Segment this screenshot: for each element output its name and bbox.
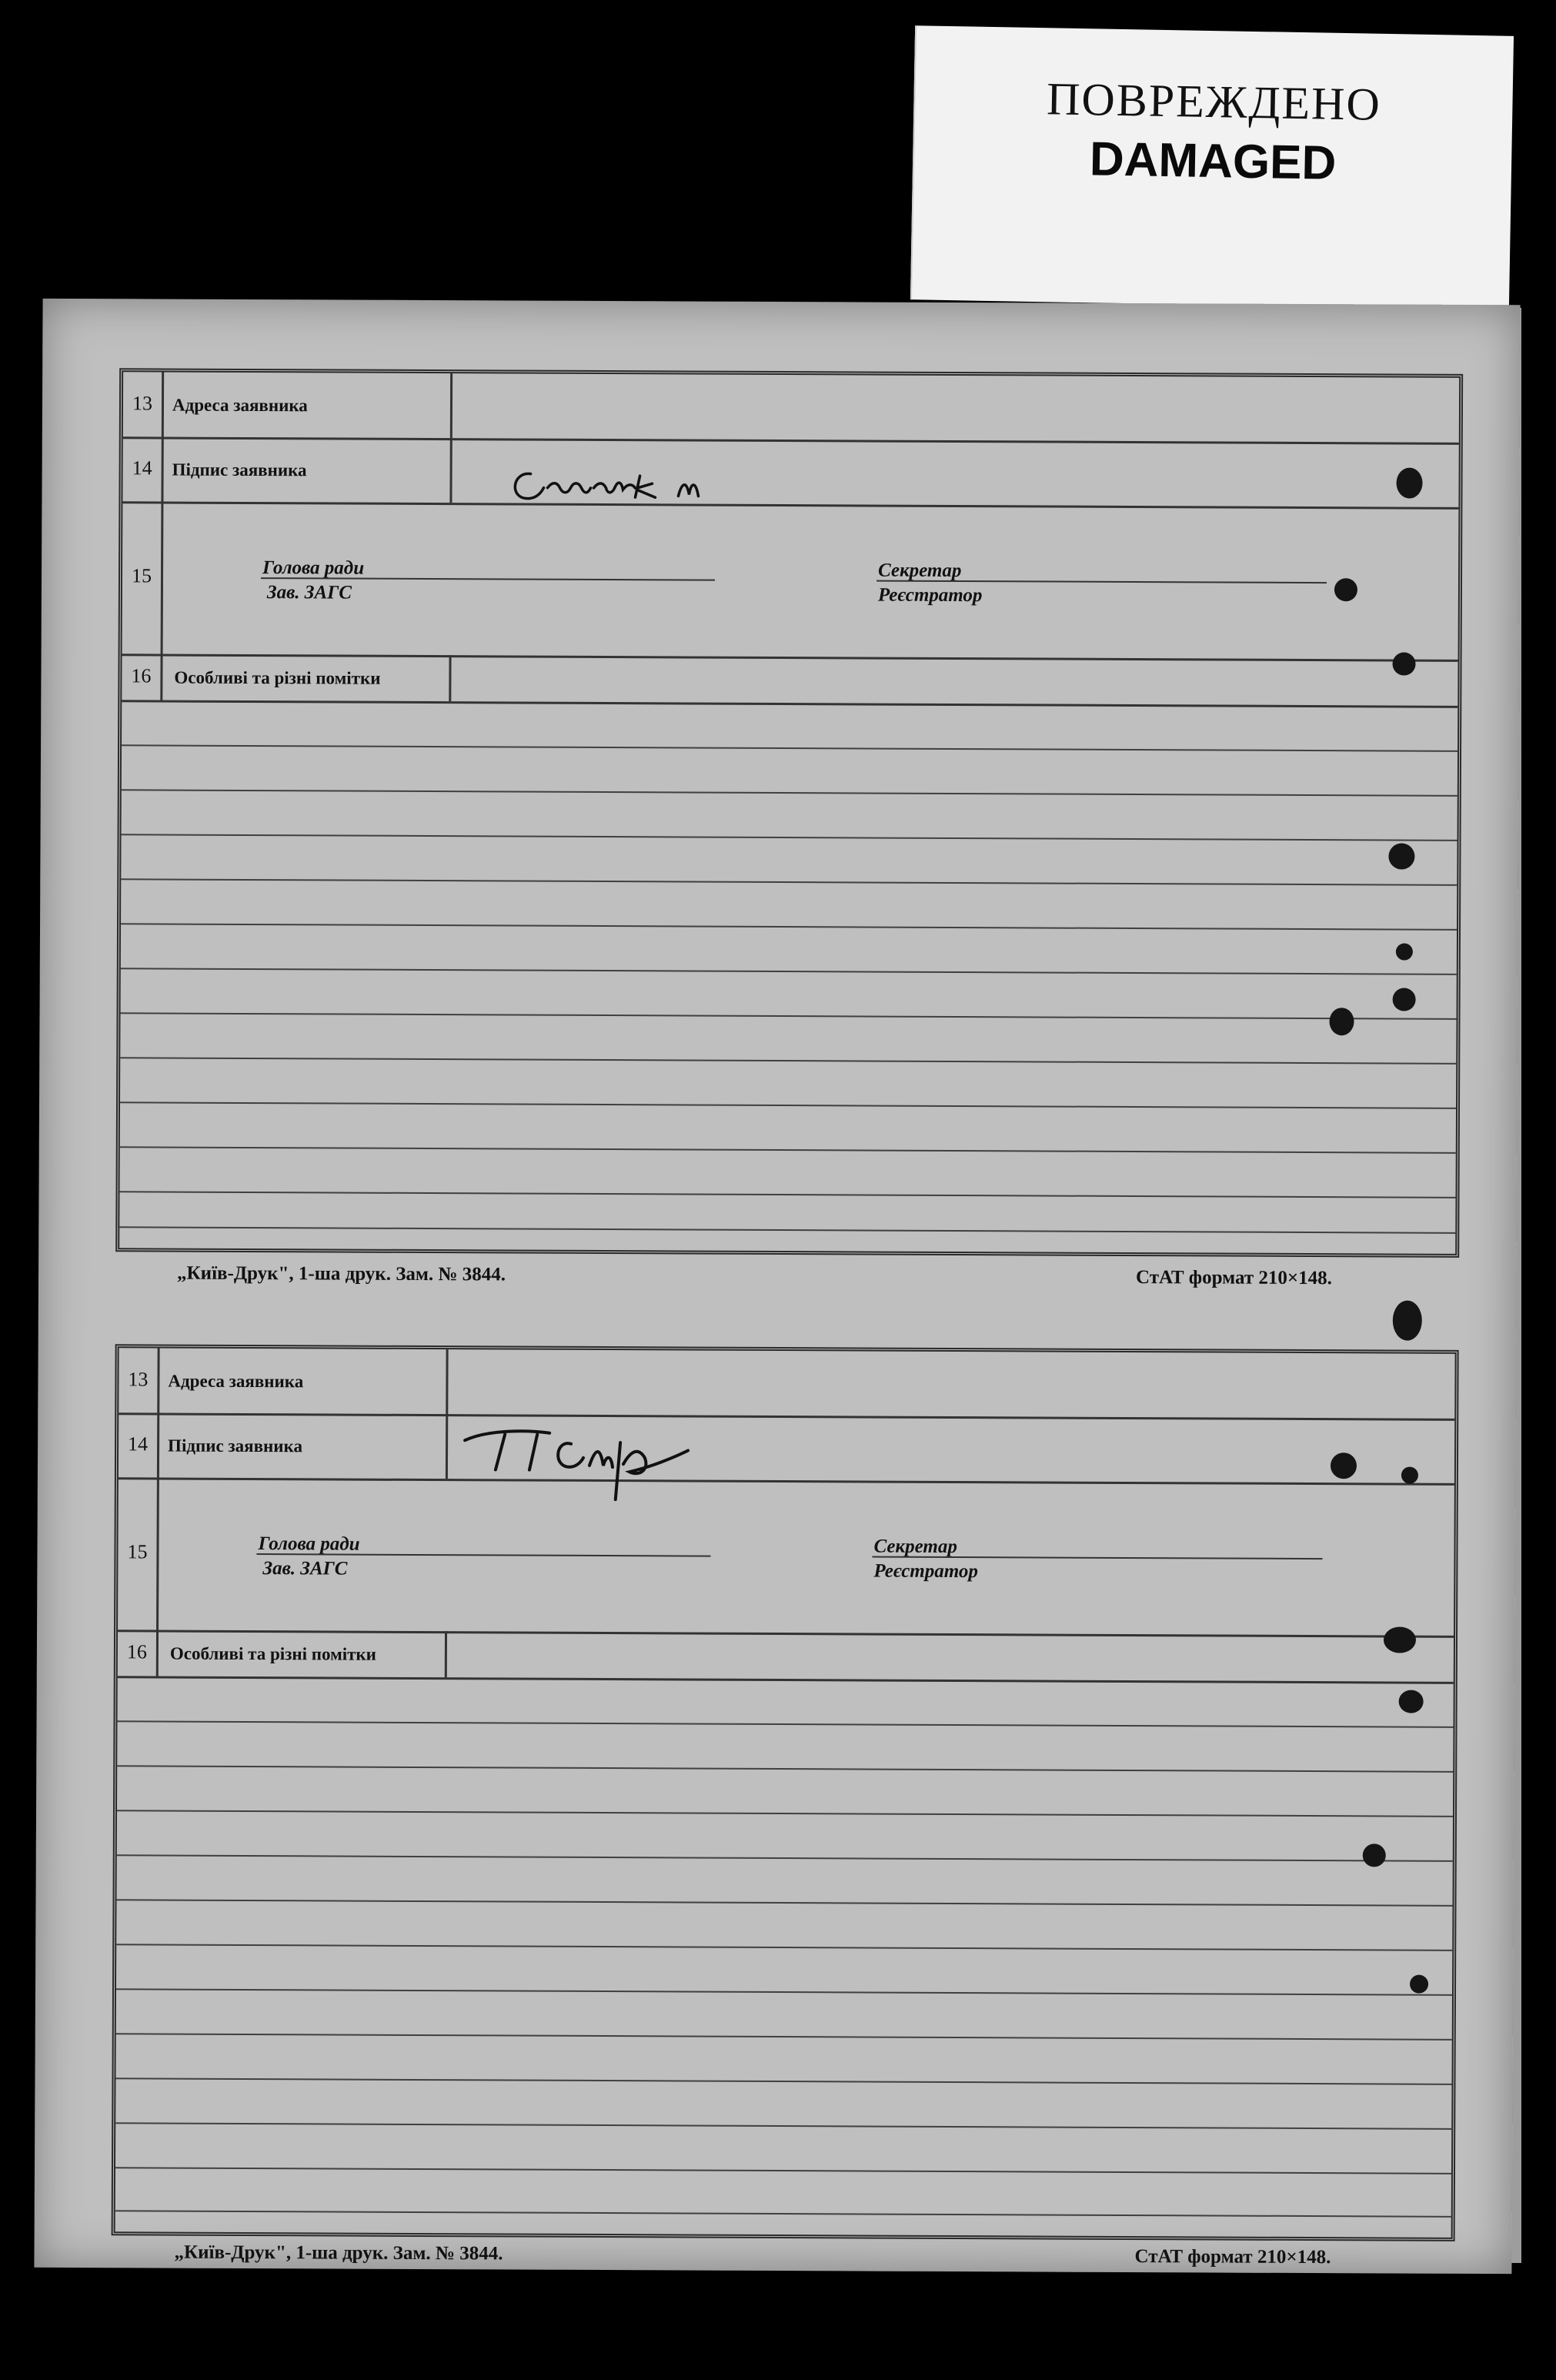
note-line bbox=[120, 1057, 1456, 1065]
note-line bbox=[116, 1988, 1452, 1996]
row-13-label: Адреса заявника bbox=[168, 1371, 304, 1392]
note-line bbox=[115, 2167, 1451, 2174]
label-column-divider-16 bbox=[445, 1631, 447, 1677]
head-title: Голова ради bbox=[258, 1533, 360, 1555]
row-14-label: Підпис заявника bbox=[172, 460, 307, 480]
zags-head-title: Зав. ЗАГС bbox=[262, 1558, 348, 1579]
punch-hole bbox=[1399, 1690, 1424, 1713]
note-line bbox=[121, 1012, 1457, 1020]
punch-hole bbox=[1334, 578, 1357, 601]
row-13-number: 13 bbox=[128, 1368, 149, 1391]
note-line bbox=[122, 834, 1457, 841]
row-15-number: 15 bbox=[131, 564, 152, 587]
punch-hole bbox=[1392, 652, 1415, 675]
note-line bbox=[116, 1944, 1452, 1951]
row-13-number: 13 bbox=[132, 392, 153, 415]
secretary-title: Секретар bbox=[873, 1536, 957, 1558]
punch-hole bbox=[1410, 1975, 1428, 1994]
damaged-label-english: DAMAGED bbox=[1089, 132, 1337, 190]
number-column-divider-16 bbox=[156, 1630, 159, 1676]
form-bottom bbox=[112, 1344, 1459, 2241]
form-top bbox=[115, 368, 1463, 1258]
row-14-label: Підпис заявника bbox=[168, 1436, 303, 1456]
note-line bbox=[119, 1226, 1455, 1234]
registrar-title: Реєстратор bbox=[877, 584, 983, 607]
note-line bbox=[116, 2033, 1452, 2041]
printer-imprint-left: „Київ-Друк", 1-ша друк. Зам. № 3844. bbox=[174, 2241, 503, 2265]
row-14-number: 14 bbox=[132, 456, 152, 480]
note-line bbox=[117, 1810, 1453, 1817]
label-column-divider-16 bbox=[449, 655, 451, 701]
damaged-label-card bbox=[910, 25, 1514, 310]
note-line bbox=[120, 1101, 1456, 1109]
note-line bbox=[115, 2122, 1451, 2130]
note-line bbox=[115, 2210, 1451, 2218]
registrar-title: Реєстратор bbox=[873, 1560, 978, 1583]
row-13 bbox=[123, 372, 1459, 445]
punch-hole bbox=[1393, 1300, 1422, 1340]
note-line bbox=[122, 789, 1457, 797]
row-16-number: 16 bbox=[131, 664, 152, 687]
secretary-title: Секретар bbox=[878, 560, 962, 582]
note-line bbox=[121, 968, 1457, 975]
note-line bbox=[121, 878, 1457, 886]
number-column-divider-16 bbox=[160, 653, 162, 700]
row-15-number: 15 bbox=[127, 1540, 148, 1563]
note-line bbox=[115, 2077, 1451, 2085]
row-14 bbox=[122, 436, 1458, 510]
note-line bbox=[120, 1191, 1456, 1198]
punch-hole bbox=[1329, 1008, 1354, 1035]
punch-hole bbox=[1388, 843, 1414, 869]
document-page bbox=[34, 299, 1520, 2274]
note-line bbox=[117, 1854, 1453, 1862]
printer-imprint-right: СтАТ формат 210×148. bbox=[1134, 2246, 1331, 2268]
punch-hole bbox=[1401, 1467, 1418, 1484]
row-14-number: 14 bbox=[128, 1432, 149, 1456]
printer-imprint-left: „Київ-Друк", 1-ша друк. Зам. № 3844. bbox=[177, 1262, 506, 1285]
damaged-label-russian: ПОВРЕЖДЕНО bbox=[1046, 73, 1382, 130]
punch-hole bbox=[1363, 1843, 1386, 1867]
punch-hole bbox=[1384, 1626, 1416, 1653]
punch-hole bbox=[1396, 944, 1413, 961]
punch-hole bbox=[1396, 468, 1422, 499]
note-line bbox=[121, 923, 1457, 931]
row-16-label: Особливі та різні помітки bbox=[174, 667, 381, 688]
note-line bbox=[120, 1146, 1456, 1154]
punch-hole bbox=[1393, 988, 1416, 1011]
note-line bbox=[117, 1899, 1453, 1907]
row-13-label: Адреса заявника bbox=[172, 395, 308, 416]
note-line bbox=[117, 1765, 1453, 1773]
note-line bbox=[122, 744, 1457, 752]
row-16-label: Особливі та різні помітки bbox=[169, 1643, 377, 1664]
note-line bbox=[118, 1720, 1454, 1728]
printer-imprint-right: СтАТ формат 210×148. bbox=[1135, 1267, 1332, 1289]
zags-head-title: Зав. ЗАГС bbox=[266, 582, 352, 603]
head-title: Голова ради bbox=[262, 557, 365, 579]
row-16-number: 16 bbox=[126, 1640, 147, 1663]
punch-hole bbox=[1331, 1452, 1357, 1479]
